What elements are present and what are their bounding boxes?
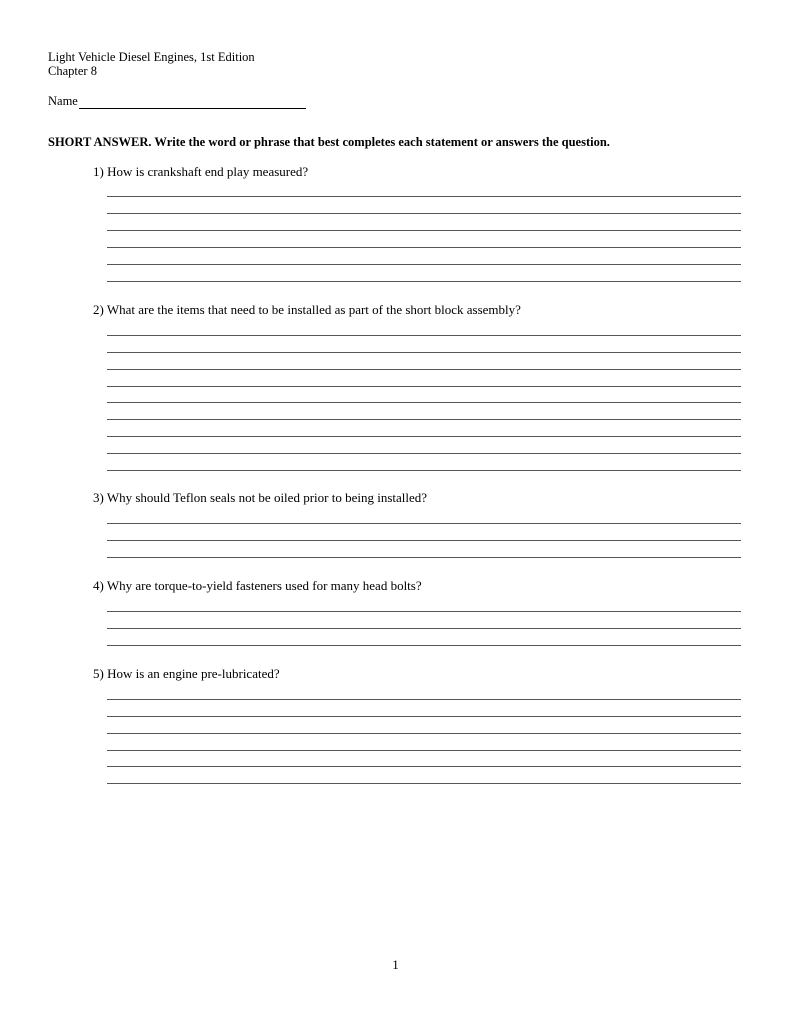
answer-line[interactable]: [107, 196, 741, 197]
answer-line[interactable]: [107, 716, 741, 717]
answer-line[interactable]: [107, 733, 741, 734]
question-4: 4) Why are torque-to-yield fasteners used for many head bolts?: [93, 578, 422, 593]
answer-line[interactable]: [107, 213, 741, 214]
question-5: 5) How is an engine pre-lubricated?: [93, 666, 280, 681]
answer-line[interactable]: [107, 230, 741, 231]
answer-line[interactable]: [107, 402, 741, 403]
answer-line[interactable]: [107, 352, 741, 353]
name-blank-line[interactable]: [79, 96, 306, 109]
section-instructions: SHORT ANSWER. Write the word or phrase that best completes each statement or answers the question.: [48, 135, 610, 149]
answer-line[interactable]: [107, 645, 741, 646]
name-field[interactable]: [48, 94, 306, 109]
answer-line[interactable]: [107, 750, 741, 751]
answer-line[interactable]: [107, 264, 741, 265]
answer-line[interactable]: [107, 453, 741, 454]
question-2: 2) What are the items that need to be installed as part of the short block assembly?: [93, 302, 521, 317]
question-1: 1) How is crankshaft end play measured?: [93, 164, 309, 179]
answer-line[interactable]: [107, 470, 741, 471]
answer-line[interactable]: [107, 419, 741, 420]
book-title: Light Vehicle Diesel Engines, 1st Edition: [48, 50, 255, 64]
chapter-label: Chapter 8: [48, 64, 97, 78]
answer-line[interactable]: [107, 523, 741, 524]
answer-line[interactable]: [107, 557, 741, 558]
answer-line[interactable]: [107, 436, 741, 437]
question-3: 3) Why should Teflon seals not be oiled prior to being installed?: [93, 490, 428, 505]
answer-line[interactable]: [107, 766, 741, 767]
answer-line[interactable]: [107, 247, 741, 248]
answer-line[interactable]: [107, 611, 741, 612]
answer-line[interactable]: [107, 628, 741, 629]
page-number: 1: [392, 957, 399, 972]
answer-line[interactable]: [107, 540, 741, 541]
name-label: Name: [48, 94, 78, 108]
answer-line[interactable]: [107, 369, 741, 370]
answer-line[interactable]: [107, 783, 741, 784]
answer-line[interactable]: [107, 335, 741, 336]
answer-line[interactable]: [107, 281, 741, 282]
answer-line[interactable]: [107, 699, 741, 700]
answer-line[interactable]: [107, 386, 741, 387]
